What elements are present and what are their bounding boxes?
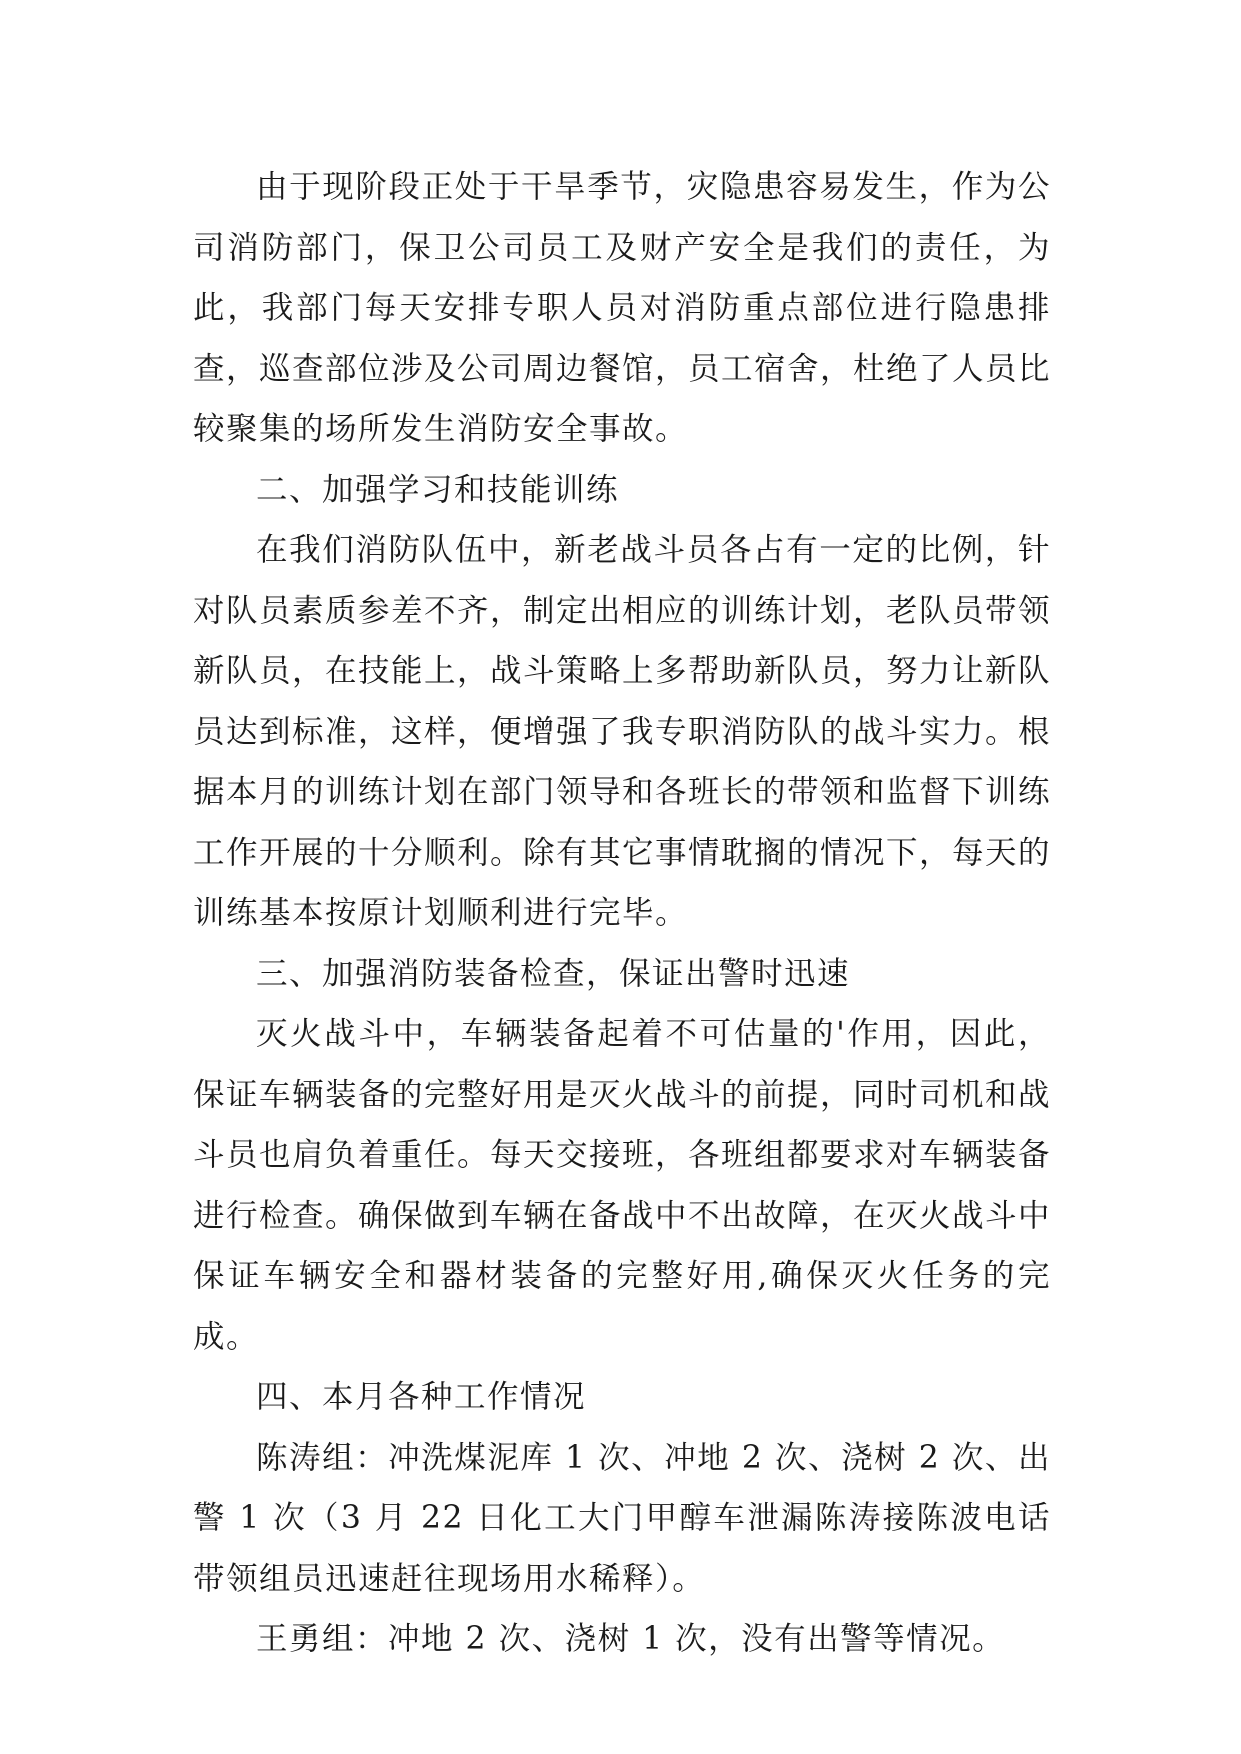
paragraph-chentao-group: 陈涛组：冲洗煤泥库 1 次、冲地 2 次、浇树 2 次、出警 1 次（3 月 22 日化工大门甲醇车泄漏陈涛接陈波电话带领组员迅速赶往现场用水稀释）。 bbox=[193, 1439, 1051, 1597]
heading-section-4: 四、本月各种工作情况 bbox=[256, 1379, 587, 1415]
paragraph-fire-hazard-inspection: 由于现阶段正处于干旱季节，灾隐患容易发生，作为公司消防部门，保卫公司员工及财产安全是我们的责任，为此，我部门每天安排专职人员对消防重点部位进行隐患排查，巡查部位涉及公司周边餐馆，员工宿舍，杜绝了人员比较聚集的场所发生消防安全事故。 bbox=[193, 169, 1052, 447]
paragraph-wangyong-group: 王勇组：冲地 2 次、浇树 1 次，没有出警等情况。 bbox=[256, 1621, 1006, 1657]
document-body bbox=[193, 157, 1051, 1670]
heading-section-2: 二、加强学习和技能训练 bbox=[256, 471, 620, 508]
paragraph-training: 在我们消防队伍中，新老战斗员各占有一定的比例，针对队员素质参差不齐，制定出相应的训练计划，老队员带领新队员，在技能上，战斗策略上多帮助新队员，努力让新队员达到标准，这样，便增强了我专职消防队的战斗实力。根据本月的训练计划在部门领导和各班长的带领和监督下训练工作开展的十分顺利。除有其它事情耽搁的情况下，每天的训练基本按原计划顺利进行完毕。 bbox=[193, 532, 1052, 931]
paragraph-equipment-check: 灭火战斗中，车辆装备起着不可估量的'作用，因此，保证车辆装备的完整好用是灭火战斗的前提，同时司机和战斗员也肩负着重任。每天交接班，各班组都要求对车辆装备进行检查。确保做到车辆在备战中不出故障，在灭火战斗中保证车辆安全和器材装备的完整好用,确保灭火任务的完成。 bbox=[193, 1016, 1052, 1355]
heading-section-3: 三、加强消防装备检查，保证出警时迅速 bbox=[256, 955, 851, 992]
